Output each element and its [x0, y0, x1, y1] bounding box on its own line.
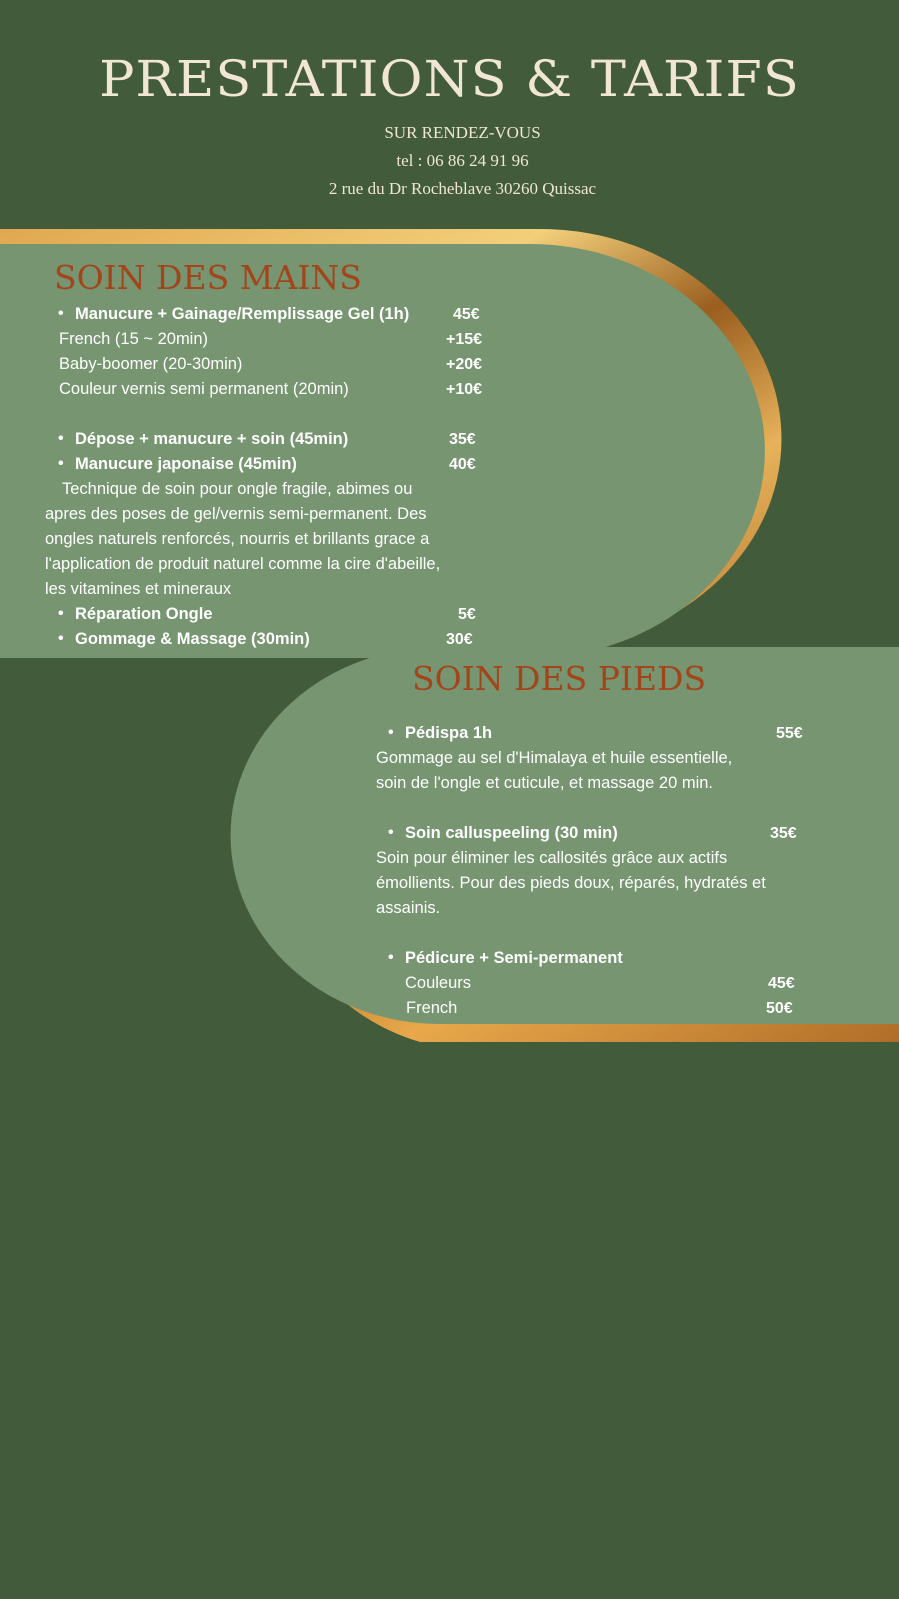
- phone-number: tel : 06 86 24 91 96: [396, 151, 529, 170]
- service-description: soin de l'ongle et cuticule, et massage 20 min.: [376, 774, 714, 792]
- bullet-icon: •: [58, 305, 64, 322]
- service-description: émollients. Pour des pieds doux, réparés, hydratés et: [376, 874, 766, 892]
- service-name: Manucure japonaise (45min): [75, 455, 297, 473]
- service-name: Pédicure + Semi-permanent: [405, 949, 623, 967]
- bullet-icon: •: [388, 724, 394, 741]
- option-price: 50€: [766, 1000, 793, 1017]
- option-name: Couleurs: [405, 974, 472, 992]
- bullet-icon: •: [58, 605, 64, 622]
- service-description: l'application de produit naturel comme la cire d'abeille,: [45, 555, 441, 573]
- service-name: Réparation Ongle: [75, 605, 213, 623]
- option-price: +10€: [446, 381, 483, 398]
- service-description: Soin pour éliminer les callosités grâce aux actifs: [376, 849, 728, 867]
- bullet-icon: •: [388, 949, 394, 966]
- service-description: Technique de soin pour ongle fragile, abimes ou: [62, 480, 413, 498]
- service-price: 30€: [446, 631, 473, 648]
- service-price: 35€: [449, 431, 476, 448]
- service-price: 35€: [770, 825, 797, 842]
- feet-section-title: SOIN DES PIEDS: [412, 659, 707, 698]
- bullet-icon: •: [58, 455, 64, 472]
- bullet-icon: •: [388, 824, 394, 841]
- appointment-note: SUR RENDEZ-VOUS: [384, 123, 541, 142]
- service-name: Gommage & Massage (30min): [75, 630, 310, 648]
- service-description: apres des poses de gel/vernis semi-permanent. Des: [45, 505, 427, 523]
- option-name: French: [406, 999, 458, 1017]
- option-name: Baby-boomer (20-30min): [59, 355, 243, 373]
- service-name: Pédispa 1h: [405, 724, 493, 742]
- page-title: PRESTATIONS & TARIFS: [99, 50, 800, 108]
- option-price: +20€: [446, 356, 483, 373]
- bullet-icon: •: [58, 430, 64, 447]
- service-description: ongles naturels renforcés, nourris et brillants grace a: [45, 530, 430, 548]
- service-price: 55€: [776, 725, 803, 742]
- service-description: les vitamines et mineraux: [45, 580, 232, 598]
- service-description: assainis.: [376, 899, 441, 917]
- hands-section-title: SOIN DES MAINS: [54, 258, 362, 297]
- service-price: 5€: [458, 606, 476, 623]
- service-name: Manucure + Gainage/Remplissage Gel (1h): [75, 305, 410, 323]
- service-price: 40€: [449, 456, 476, 473]
- bullet-icon: •: [58, 630, 64, 647]
- service-name: Soin calluspeeling (30 min): [405, 824, 618, 842]
- service-price: 45€: [453, 306, 480, 323]
- option-price: 45€: [768, 975, 795, 992]
- option-price: +15€: [446, 331, 483, 348]
- option-name: Couleur vernis semi permanent (20min): [59, 380, 349, 398]
- service-name: Dépose + manucure + soin (45min): [75, 430, 349, 448]
- address: 2 rue du Dr Rocheblave 30260 Quissac: [328, 179, 597, 198]
- service-description: Gommage au sel d'Himalaya et huile essentielle,: [376, 749, 733, 767]
- option-name: French (15 ~ 20min): [59, 330, 209, 348]
